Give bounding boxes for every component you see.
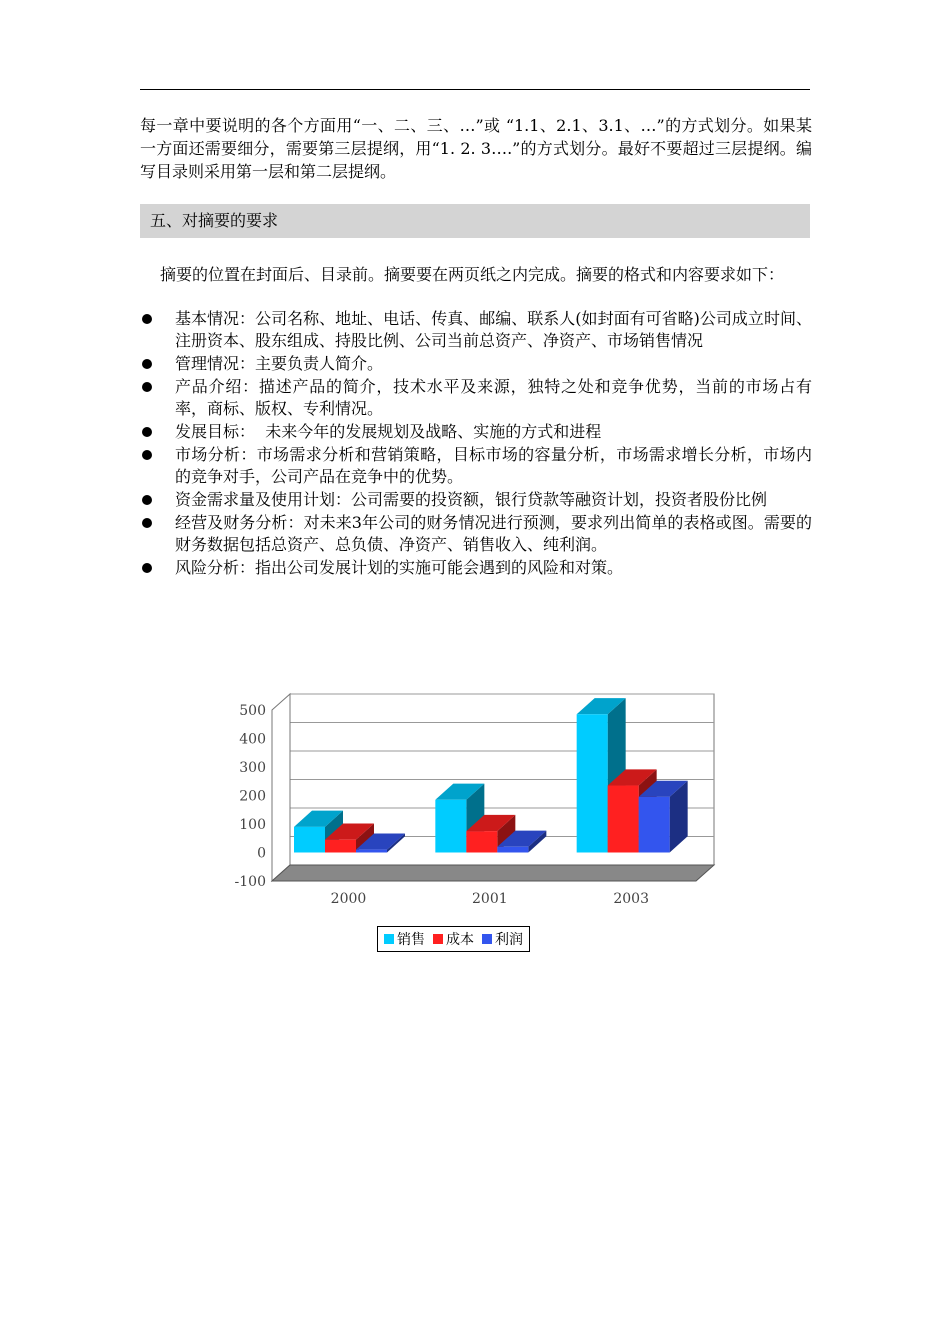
summary-paragraph: 摘要的位置在封面后、目录前。摘要要在两页纸之内完成。摘要的格式和内容要求如下： bbox=[160, 265, 785, 284]
bullet-icon bbox=[142, 382, 152, 392]
legend-label: 成本 bbox=[446, 932, 474, 948]
legend-item-profit bbox=[482, 929, 523, 949]
legend-item-sales bbox=[384, 929, 425, 949]
bullet-icon bbox=[142, 314, 152, 324]
list-item bbox=[140, 444, 812, 488]
intro-paragraph: 每一章中要说明的各个方面用“一、二、三、…”或 “1.1、2.1、3.1、…”的方式划分。如果某一方面还需要细分，需要第三层提纲，用“1. 2. 3….”的方式划分。最好不要超过三层提纲。编写目录则采用第一层和第二层提纲。 bbox=[140, 116, 812, 181]
y-tick-label: -100 bbox=[234, 874, 266, 890]
bar bbox=[325, 840, 356, 853]
item-label: 风险分析： bbox=[175, 558, 256, 577]
bar bbox=[608, 786, 639, 853]
legend-swatch bbox=[433, 934, 443, 944]
x-tick-label: 2001 bbox=[472, 891, 508, 907]
item-text: 未来今年的发展规划及战略、实施的方式和进程 bbox=[255, 422, 602, 441]
bullet-icon bbox=[142, 563, 152, 573]
list-item bbox=[140, 421, 812, 443]
legend-swatch bbox=[384, 934, 394, 944]
y-tick-label: 200 bbox=[239, 788, 266, 805]
y-tick-label: 0 bbox=[257, 845, 266, 862]
bar bbox=[639, 797, 670, 853]
item-text: 对未来3年公司的财务情况进行预测，要求列出简单的表格或图。需要的财务数据包括总资产、总负债、净资产、销售收入、纯利润。 bbox=[175, 513, 812, 554]
bullet-icon bbox=[142, 518, 152, 528]
bar bbox=[497, 847, 528, 853]
x-tick-label: 2000 bbox=[330, 891, 367, 907]
item-label: 经营及财务分析： bbox=[175, 513, 304, 532]
item-label: 市场分析： bbox=[175, 445, 257, 464]
list-item bbox=[140, 353, 812, 375]
chart-side-wall bbox=[272, 694, 290, 881]
bar bbox=[466, 831, 497, 852]
bullet-icon bbox=[142, 359, 152, 369]
list-item bbox=[140, 512, 812, 556]
item-text: 公司名称、地址、电话、传真、邮编、联系人(如封面有可省略)公司成立时间、注册资本、股东组成、持股比例、公司当前总资产、净资产、市场销售情况 bbox=[175, 309, 812, 350]
item-label: 管理情况： bbox=[175, 354, 256, 373]
item-text: 指出公司发展计划的实施可能会遇到的风险和对策。 bbox=[255, 558, 624, 577]
bar bbox=[577, 714, 608, 852]
item-text: 主要负责人简介。 bbox=[255, 354, 384, 373]
bullet-icon bbox=[142, 495, 152, 505]
legend-item-cost bbox=[433, 929, 474, 949]
item-text: 公司需要的投资额，银行贷款等融资计划，投资者股份比例 bbox=[351, 490, 768, 509]
bar bbox=[356, 850, 387, 853]
bar bbox=[435, 800, 466, 853]
bullet-icon bbox=[142, 450, 152, 460]
chart-floor bbox=[272, 865, 714, 881]
item-label: 产品介绍： bbox=[175, 377, 259, 396]
item-text: 市场需求分析和营销策略，目标市场的容量分析，市场需求增长分析，市场内的竞争对手，公司产品在竞争中的优势。 bbox=[175, 445, 812, 486]
list-item bbox=[140, 557, 812, 579]
y-tick-label: 400 bbox=[239, 731, 266, 748]
list-item bbox=[140, 376, 812, 420]
item-label: 资金需求量及使用计划： bbox=[175, 490, 352, 509]
item-label: 发展目标： bbox=[175, 422, 256, 441]
legend-swatch bbox=[482, 934, 492, 944]
legend-label: 销售 bbox=[397, 932, 425, 948]
bar bbox=[294, 827, 325, 853]
bullet-icon bbox=[142, 427, 152, 437]
list-item bbox=[140, 489, 812, 511]
list-item bbox=[140, 308, 812, 352]
item-label: 基本情况： bbox=[175, 309, 256, 328]
y-tick-label: 500 bbox=[239, 703, 266, 719]
section-heading: 五、对摘要的要求 bbox=[140, 204, 810, 238]
y-tick-label: 300 bbox=[239, 760, 266, 776]
x-tick-label: 2003 bbox=[613, 891, 649, 907]
header-rule bbox=[140, 89, 810, 90]
item-text: 描述产品的简介，技术水平及来源，独特之处和竞争优势，当前的市场占有率，商标、版权、专利情况。 bbox=[175, 377, 812, 418]
financial-bar-chart bbox=[220, 690, 740, 960]
chart-legend bbox=[377, 926, 530, 952]
y-tick-label: 100 bbox=[239, 817, 266, 833]
requirements-list bbox=[140, 308, 812, 580]
legend-label: 利润 bbox=[495, 932, 523, 948]
